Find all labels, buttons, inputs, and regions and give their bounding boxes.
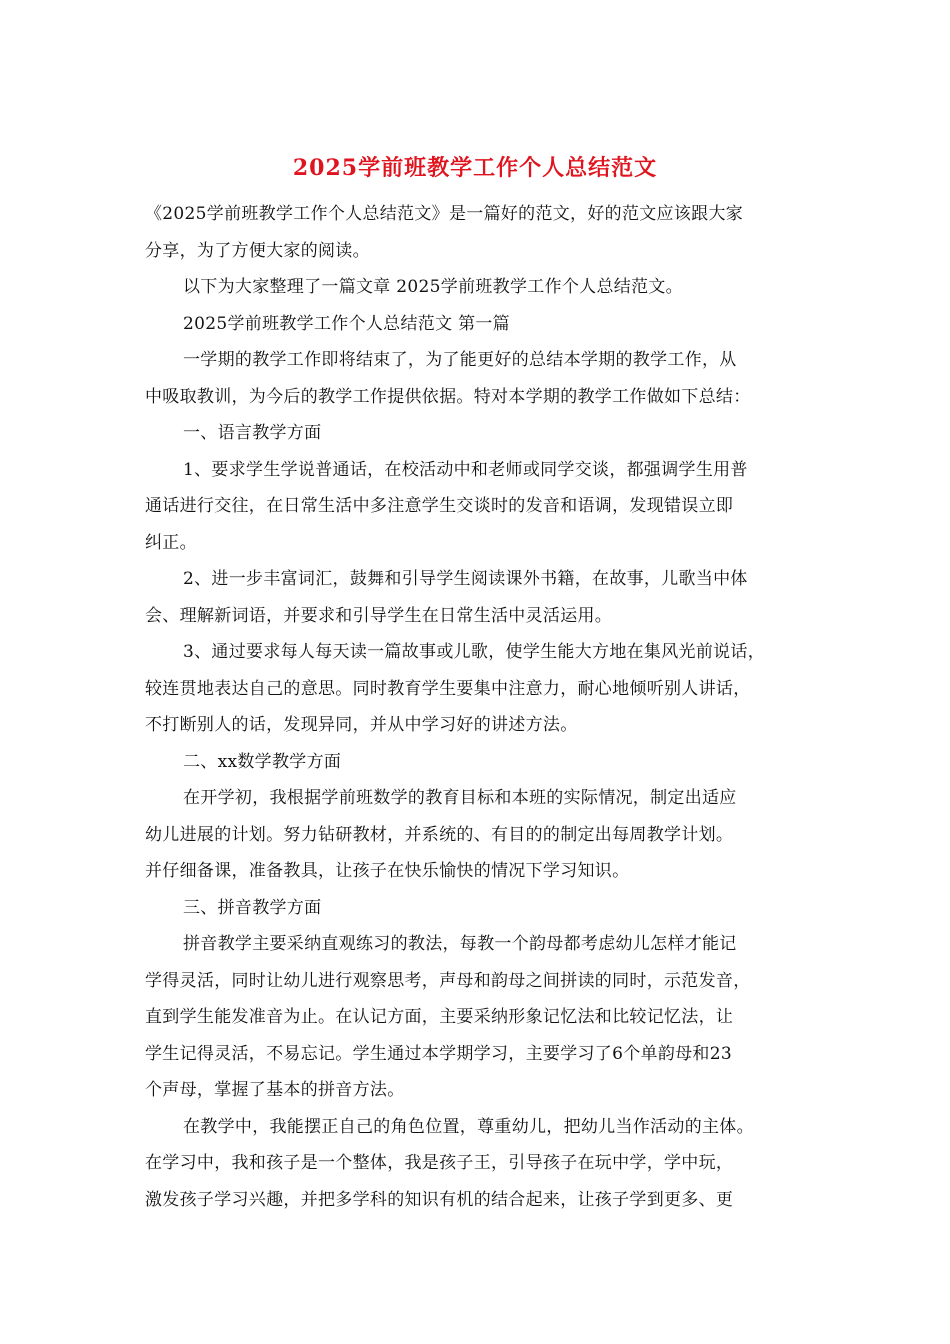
text-line: 会、理解新词语，并要求和引导学生在日常生活中灵活运用。 [145, 605, 613, 626]
text-line: 一、语言教学方面 [183, 423, 322, 443]
text-line: 较连贯地表达自己的意思。同时教育学生要集中注意力，耐心地倾听别人讲话， [145, 678, 751, 699]
text-line: 不打断别人的话，发现异同，并从中学习好的讲述方法。 [145, 715, 578, 735]
paragraph [145, 926, 810, 1109]
text-line: 通话进行交往，在日常生活中多注意学生交谈时的发音和语调，发现错误立即 [145, 496, 734, 516]
document-body [145, 196, 810, 1218]
text-line: 分享，为了方便大家的阅读。 [145, 240, 370, 261]
text-line: 2、进一步丰富词汇，鼓舞和引导学生阅读课外书籍，在故事，儿歌当中体 [183, 569, 748, 589]
paragraph [145, 634, 810, 744]
paragraph [145, 342, 810, 415]
text-line: 1、要求学生学说普通话，在校活动中和老师或同学交谈，都强调学生用普 [183, 459, 748, 480]
text-line: 中吸取教训，为今后的教学工作提供依据。特对本学期的教学工作做如下总结： [145, 386, 751, 407]
text-line: 直到学生能发准音为止。在认记方面，主要采纳形象记忆法和比较记忆法，让 [145, 1007, 734, 1027]
text-line: 二、xx数学教学方面 [183, 751, 342, 772]
paragraph [145, 196, 810, 269]
paragraph [145, 415, 810, 452]
text-line: 拼音教学主要采纳直观练习的教法，每教一个韵母都考虑幼儿怎样才能记 [183, 934, 737, 954]
paragraph [145, 561, 810, 634]
document-title: 2025学前班教学工作个人总结范文 [292, 155, 658, 181]
text-line: 3、通过要求每人每天读一篇故事或儿歌，使学生能大方地在集风光前说话， [183, 642, 766, 662]
paragraph [145, 452, 810, 562]
text-line: 幼儿进展的计划。努力钻研教材，并系统的、有目的的制定出每周教学计划。 [145, 824, 734, 845]
text-line: 并仔细备课，准备教具，让孩子在快乐愉快的情况下学习知识。 [145, 861, 630, 881]
paragraph [145, 269, 810, 306]
text-line: 在教学中，我能摆正自己的角色位置，尊重幼儿，把幼儿当作活动的主体。 [183, 1116, 754, 1137]
text-line: 三、拼音教学方面 [183, 897, 322, 918]
text-line: 纠正。 [145, 532, 197, 553]
text-line: 在开学初，我根据学前班数学的教育目标和本班的实际情况，制定出适应 [183, 788, 737, 808]
paragraph [145, 780, 810, 890]
text-line: 激发孩子学习兴趣，并把多学科的知识有机的结合起来，让孩子学到更多、更 [145, 1189, 734, 1210]
text-line: 个声母，掌握了基本的拼音方法。 [145, 1080, 405, 1100]
text-line: 一学期的教学工作即将结束了，为了能更好的总结本学期的教学工作，从 [183, 350, 737, 370]
paragraph [145, 306, 810, 343]
paragraph [145, 890, 810, 927]
text-line: 《2025学前班教学工作个人总结范文》是一篇好的范文，好的范文应该跟大家 [145, 204, 744, 224]
text-line: 学得灵活，同时让幼儿进行观察思考，声母和韵母之间拼读的同时，示范发音， [145, 970, 751, 991]
text-line: 2025学前班教学工作个人总结范文 第一篇 [183, 313, 510, 334]
paragraph [145, 1109, 810, 1219]
text-line: 学生记得灵活，不易忘记。学生通过本学期学习，主要学习了6个单韵母和23 [145, 1043, 732, 1064]
text-line: 在学习中，我和孩子是一个整体，我是孩子王，引导孩子在玩中学，学中玩， [145, 1153, 734, 1173]
paragraph [145, 744, 810, 781]
text-line: 以下为大家整理了一篇文章 2025学前班教学工作个人总结范文。 [183, 277, 683, 297]
